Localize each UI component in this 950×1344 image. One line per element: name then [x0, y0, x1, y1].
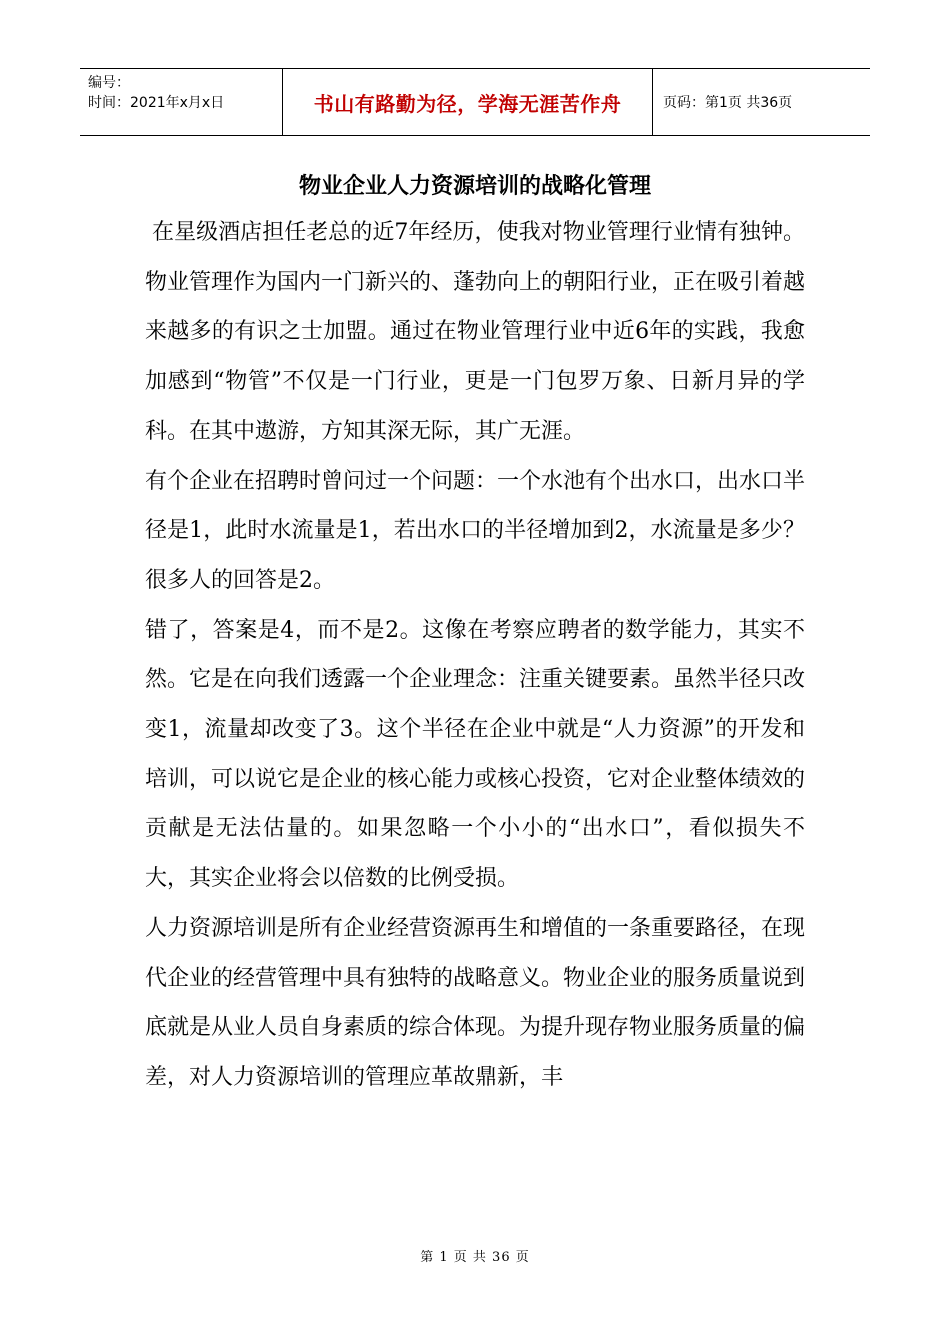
paragraph: 在星级酒店担任老总的近7年经历，使我对物业管理行业情有独钟。物业管理作为国内一门新兴的、蓬勃向上的朝阳行业，正在吸引着越来越多的有识之士加盟。通过在物业管理行业中近6年的实践，我愈加感到“物管”不仅是一门行业，更是一门包罗万象、日新月异的学科。在其中遨游，方知其深无际，其广无涯。	[145, 220, 806, 444]
header-page-info: 页码：第1页 共36页	[663, 95, 793, 111]
document-number-label: 编号：	[88, 75, 130, 91]
paragraph: 有个企业在招聘时曾问过一个问题：一个水池有个出水口，出水口半径是1，此时水流量是1，若出水口的半径增加到2，水流量是多少？很多人的回答是2。	[145, 468, 806, 593]
header-motto: 书山有路勤为径，学海无涯苦作舟	[283, 69, 653, 135]
page-footer: 第 1 页 共 36 页	[420, 1250, 530, 1265]
header-meta-cell	[80, 69, 283, 135]
document-time-label: 时间：2021年x月x日	[88, 95, 225, 111]
paragraph: 人力资源培训是所有企业经营资源再生和增值的一条重要路径，在现代企业的经营管理中具有独特的战略意义。物业企业的服务质量说到底就是从业人员自身素质的综合体现。为提升现存物业服务质量的偏差，对人力资源培训的管理应革故鼎新，丰	[145, 915, 806, 1090]
paragraph: 错了，答案是4，而不是2。这像在考察应聘者的数学能力，其实不然。它是在向我们透露一个企业理念：注重关键要素。虽然半径只改变1，流量却改变了3。这个半径在企业中就是“人力资源”的开发和培训，可以说它是企业的核心能力或核心投资，它对企业整体绩效的贡献是无法估量的。如果忽略一个小小的“出水口”，看似损失不大，其实企业将会以倍数的比例受损。	[145, 617, 806, 892]
document-header	[80, 68, 870, 136]
document-title: 物业企业人力资源培训的战略化管理	[298, 173, 651, 199]
document-body	[145, 208, 805, 1103]
